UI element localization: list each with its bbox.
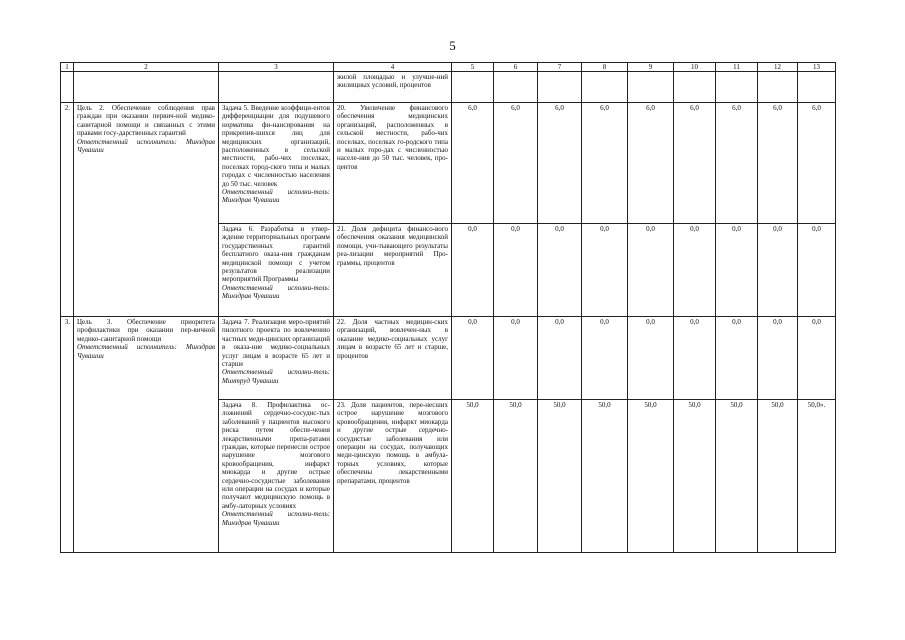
value-cell: 6,0: [538, 103, 582, 224]
task-cell: [219, 317, 334, 400]
page-number: 5: [449, 38, 456, 53]
value-cell: 6,0: [716, 103, 758, 224]
task-text: Задача 8. Профилактика ос-ложнений сердечно-сосудис-тых заболеваний у пациентов высокого риска путем обеспе-чения лекарственными препа-ратами граждан, которые перенесли острое нарушение мозгового кровообращения, инфаркт миокарда и другие острые сердечно-сосудистые заболевания или операции на сосудах и которые получают медицинскую помощь в амбу-латорных условиях: [222, 401, 330, 510]
value-cell: 0,0: [582, 224, 628, 317]
value-cell: 0,0: [538, 224, 582, 317]
value-cell: 6,0: [582, 103, 628, 224]
goal-cell: [74, 317, 219, 553]
goal-text: Цель 3. Обеспечение приоритета профилактики при оказании пер-вичной медико-санитарной помощи: [77, 318, 215, 343]
value-cell: 0,0: [758, 224, 798, 317]
value-cell: 50,0: [758, 400, 798, 553]
col-header-6: 6: [494, 63, 538, 72]
col-header-8: 8: [582, 63, 628, 72]
value-cell: 6,0: [674, 103, 716, 224]
task-cell: [219, 103, 334, 224]
value-cell: 0,0: [798, 224, 836, 317]
col-header-10: 10: [674, 63, 716, 72]
column-number-row: [61, 63, 836, 72]
value-cell: 0,0: [494, 317, 538, 400]
task-text: Задача 5. Введение коэффици-ентов дифференциации для подушевого норматива фи-нансирования на прикрепив-шихся лиц для медицинских организаций, расположенных в сельской местности, рабо-чих поселках, поселках город-ского типа и малых городах с численностью населения до 50 тыс. человек: [222, 104, 330, 188]
value-cell: 6,0: [798, 103, 836, 224]
col-header-4: 4: [334, 63, 452, 72]
value-cell: 0,0: [798, 317, 836, 400]
col-header-12: 12: [758, 63, 798, 72]
col-header-9: 9: [628, 63, 674, 72]
value-cell: 0,0: [494, 224, 538, 317]
value-cell: 0,0: [758, 317, 798, 400]
value-cell: 0,0: [628, 317, 674, 400]
task-cell: [219, 400, 334, 553]
value-cell: 50,0».: [798, 400, 836, 553]
task-responsible: Ответственный исполни-тель: Минздрав Чувашии: [222, 283, 330, 301]
value-cell: 50,0: [628, 400, 674, 553]
row-number: 2.: [61, 103, 74, 317]
value-cell: 6,0: [758, 103, 798, 224]
value-cell: 0,0: [716, 224, 758, 317]
row-number: 3.: [61, 317, 74, 553]
indicator-text: 22. Доля частных медицин-ских организаций, вовлечен-ных в оказание медико-социальных услуг лицам в возрасте 65 лет и старше, процентов: [334, 317, 452, 400]
col-header-3: 3: [219, 63, 334, 72]
col-header-2: 2: [74, 63, 219, 72]
value-cell: 50,0: [494, 400, 538, 553]
value-cell: 50,0: [582, 400, 628, 553]
col-header-11: 11: [716, 63, 758, 72]
indicator-text: 23. Доля пациентов, пере-несших острое нарушение мозгового кровообращения, инфаркт миокарда и другие острые сердечно-сосудистые заболевания или операции на сосудах, получающих меди-цинскую помощь в амбула-торных условиях, которые обеспечены лекарственными препаратами, процентов: [334, 400, 452, 553]
value-cell: 50,0: [674, 400, 716, 553]
goal-text: Цель 2. Обеспечение соблюдения прав граждан при оказании первич-ной медико-санитарной помощи и связанных с этими правами госу-дарственных гарантий: [77, 104, 215, 138]
goal-responsible: Ответственный исполнитель: Минздрав Чувашии: [77, 137, 215, 155]
value-cell: 6,0: [494, 103, 538, 224]
col-header-5: 5: [452, 63, 494, 72]
task-text: Задача 7. Реализация меро-приятий пилотного проекта по вовлечению частных меди-цинских организаций в оказа-ние медико-социальных услуг лицам в возрасте 65 лет и старше: [222, 318, 330, 369]
task-responsible: Ответственный исполни-тель: Минздрав Чувашии: [222, 188, 330, 205]
value-cell: 0,0: [674, 224, 716, 317]
value-cell: 50,0: [716, 400, 758, 553]
table-row: [61, 317, 836, 400]
indicators-table: [60, 62, 836, 553]
task-responsible: Ответственный исполни-тель: Минздрав Чувашии: [222, 510, 330, 527]
goal-responsible: Ответственный исполнитель: Минздрав Чувашии: [77, 343, 215, 360]
value-cell: 0,0: [452, 317, 494, 400]
value-cell: 50,0: [538, 400, 582, 553]
table-row: [61, 72, 836, 103]
indicator-text: 21. Доля дефицита финансо-вого обеспечения оказания медицинской помощи, учи-тывающего результаты реа-лизации мероприятий Про-граммы, процентов: [334, 224, 452, 317]
goal-cell: [74, 103, 219, 317]
value-cell: 0,0: [582, 317, 628, 400]
col-header-1: 1: [61, 63, 74, 72]
value-cell: 0,0: [628, 224, 674, 317]
value-cell: 0,0: [538, 317, 582, 400]
indicator-text: 20. Увеличение финансового обеспечения медицинских организаций, расположенных в сельской местности, рабо-чих поселках, поселках го-родского типа и малых горо-дах с численностью населе-ния до 50 тыс. человек, про-центов: [334, 103, 452, 224]
task-responsible: Ответственный исполни-тель: Минтруд Чувашии: [222, 368, 330, 385]
col-header-7: 7: [538, 63, 582, 72]
value-cell: 0,0: [674, 317, 716, 400]
col-header-13: 13: [798, 63, 836, 72]
value-cell: 6,0: [628, 103, 674, 224]
value-cell: 0,0: [716, 317, 758, 400]
task-text: Задача 6. Разработка и утвер-ждение территориальных программ государственных гарантий бесплатного оказа-ния гражданам медицинской помощи с учетом результатов реализации мероприятий Программы: [222, 225, 330, 284]
indicator-text: жилой площадью и улучше-ний жилищных условий, процентов: [334, 72, 452, 103]
value-cell: 0,0: [452, 224, 494, 317]
value-cell: 6,0: [452, 103, 494, 224]
task-cell: [219, 224, 334, 317]
value-cell: 50,0: [452, 400, 494, 553]
table-row: [61, 103, 836, 224]
